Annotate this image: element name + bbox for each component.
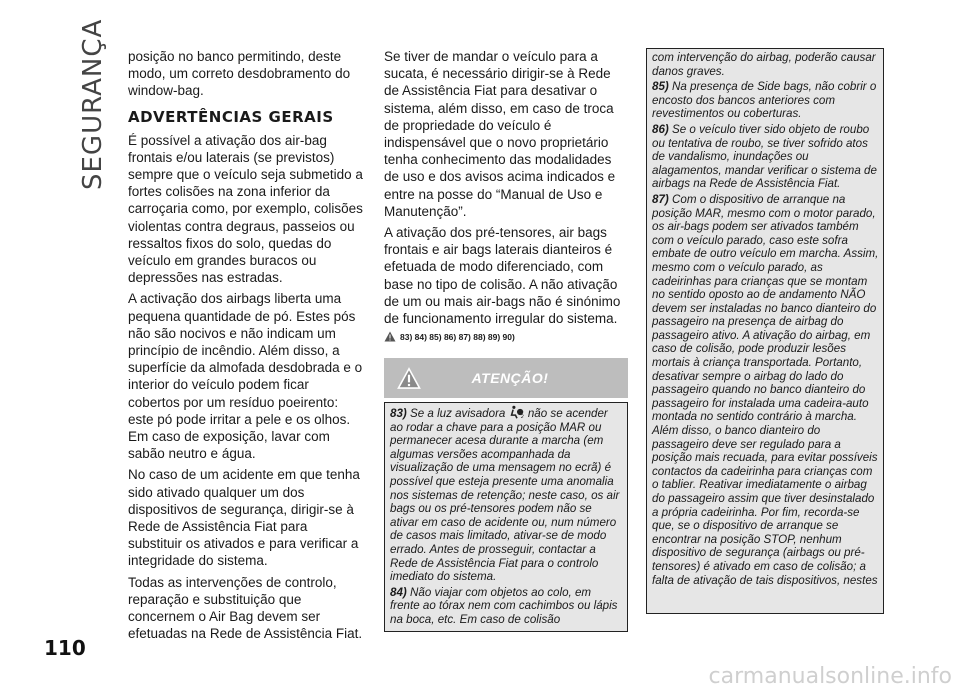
warning-triangle-icon bbox=[396, 366, 422, 390]
note-number: 86) bbox=[652, 122, 669, 136]
note-text: Não viajar com objetos ao colo, em frente ao tórax nem com cachimbos ou lápis na boca, etc. Em caso de colisão bbox=[390, 585, 618, 626]
note-83 bbox=[390, 405, 623, 584]
warning-box-continued bbox=[646, 48, 884, 614]
paragraph: A activação dos airbags liberta uma pequena quantidade de pó. Estes pós não são nocivos e não indicam um princípio de incêndio. Além disso, a superfície da almofada desdobrada e o interior do veículo podem ficar cobertos por um resíduo poeirento: este pó pode irritar a pele e os olhos. Em caso de exposição, lavar com sabão neutro e água. bbox=[128, 291, 363, 462]
paragraph: posição no banco permitindo, deste modo, um correto desdobramento do window-bag. bbox=[128, 49, 351, 99]
reference-numbers: 83) 84) 85) 86) 87) 88) 89) 90) bbox=[400, 331, 515, 342]
note-number: 83) bbox=[390, 407, 407, 420]
note-text: Se a luz avisadora bbox=[410, 407, 506, 420]
note-number: 87) bbox=[652, 192, 669, 206]
warning-box bbox=[384, 402, 628, 632]
note-continuation: com intervenção do airbag, poderão causar danos graves. bbox=[652, 51, 876, 78]
note-84 bbox=[390, 586, 623, 627]
note-text: Se o veículo tiver sido objeto de roubo ou tentativa de roubo, se tiver sofrido atos de vandalismo, inundações ou alagamentos, mandar verificar o sistema de airbags na Rede de Assistência Fiat. bbox=[652, 122, 877, 191]
note-86 bbox=[652, 123, 879, 191]
column-middle bbox=[384, 48, 628, 342]
paragraph: Todas as intervenções de controlo, reparação e substituição que concernem o Air Bag devem ser efetuadas na Rede de Assistência Fiat. bbox=[128, 574, 363, 642]
note-text: Na presença de Side bags, não cobrir o encosto dos bancos anteriores com revestimentos ou coberturas. bbox=[652, 80, 877, 121]
page-number: 110 bbox=[44, 636, 86, 660]
paragraph: No caso de um acidente em que tenha sido ativado qualquer um dos dispositivos de segurança, dirigir-se à Rede de Assistência Fiat para substituir os ativados e para verificar a integridade do sistema. bbox=[128, 467, 360, 569]
warning-triangle-icon bbox=[384, 331, 396, 342]
paragraph: É possível a ativação dos air-bag frontais e/ou laterais (se previstos) sempre que o veículo seja submetido a fortes colisões na zona inferior da carroçaria como, por exemplo, colisões violentas contra degraus, passeios ou ressaltos fixos do solo, quedas do veículo em grandes buracos ou depressões nas estradas. bbox=[128, 132, 363, 286]
svg-text:2: 2 bbox=[520, 415, 524, 419]
section-title: SEGURANÇA bbox=[78, 18, 108, 190]
note-85 bbox=[652, 80, 879, 121]
note-number: 85) bbox=[652, 80, 669, 94]
note-text: não se acender ao rodar a chave para a posição MAR ou permanecer acesa durante a marcha (em algumas versões acompanhada da visualização de uma mensagem no ecrã) é possível que esteja presente uma anomalia nos sistemas de retenção; neste caso, os air bags ou os pré-tensores podem não se ativar em caso de acidente ou, num número de casos mais limitado, ativar-se de modo errado. Antes de prosseguir, contactar a Rede de Assistência Fiat para o controlo imediato do sistema. bbox=[390, 407, 620, 584]
column-left bbox=[128, 48, 364, 647]
note-87 bbox=[652, 193, 879, 587]
paragraph: A ativação dos pré-tensores, air bags frontais e air bags laterais dianteiros é efetuada de modo diferenciado, com base no tipo de colisão. A não ativação de um ou mais air-bags não é sinónimo de funcionamento irregular do sistema. bbox=[384, 225, 621, 327]
warning-references bbox=[384, 331, 628, 342]
watermark: carmanualsonline.info bbox=[708, 664, 952, 689]
section-heading: ADVERTÊNCIAS GERAIS bbox=[128, 107, 334, 126]
note-number: 84) bbox=[390, 585, 407, 599]
warning-header bbox=[384, 358, 628, 398]
note-text: Com o dispositivo de arranque na posição MAR, mesmo com o motor parado, os air-bags podem ser ativados também com o veículo parado, caso este sofra embate de outro veículo em marcha. Assim, mesmo com o veículo parado, as cadeirinhas para crianças que se montam no sentido oposto ao de andamento NÃO devem ser instaladas no banco dianteiro do passageiro na presença de airbag do passageiro ativo. A ativação do airbag, em caso de colisão, pode produzir lesões mortais à criança transportada. Portanto, desativar sempre o airbag do lado do passageiro quando no banco dianteiro do passageiro for instalada uma cadeira-auto montada no sentido contrário à marcha. Além disso, o banco dianteiro do passageiro deve ser regulado para a posição mais recuada, para evitar possíveis contactos da cadeirinha para crianças com o tablier. Reativar imediatamente o airbag do passageiro assim que tiver desinstalado a própria cadeirinha. Por fim, recorda-se que, se o dispositivo de arranque se encontrar na posição STOP, nenhum dispositivo de segurança (airbags ou pré-tensores) é ativado em caso de colisão; a falta de ativação de tais dispositivos, nestes bbox=[652, 192, 879, 587]
airbag-warning-icon bbox=[509, 405, 525, 419]
paragraph: Se tiver de mandar o veículo para a sucata, é necessário dirigir-se à Rede de Assistência Fiat para desativar o sistema, além disso, em caso de troca de propriedade do veículo é indispensável que o novo proprietário tenha conhecimento das modalidades de uso e dos avisos acima indicados e entre na posse do “Manual de Uso e Manutenção”. bbox=[384, 49, 616, 219]
warning-title: ATENÇÃO! bbox=[471, 370, 549, 386]
